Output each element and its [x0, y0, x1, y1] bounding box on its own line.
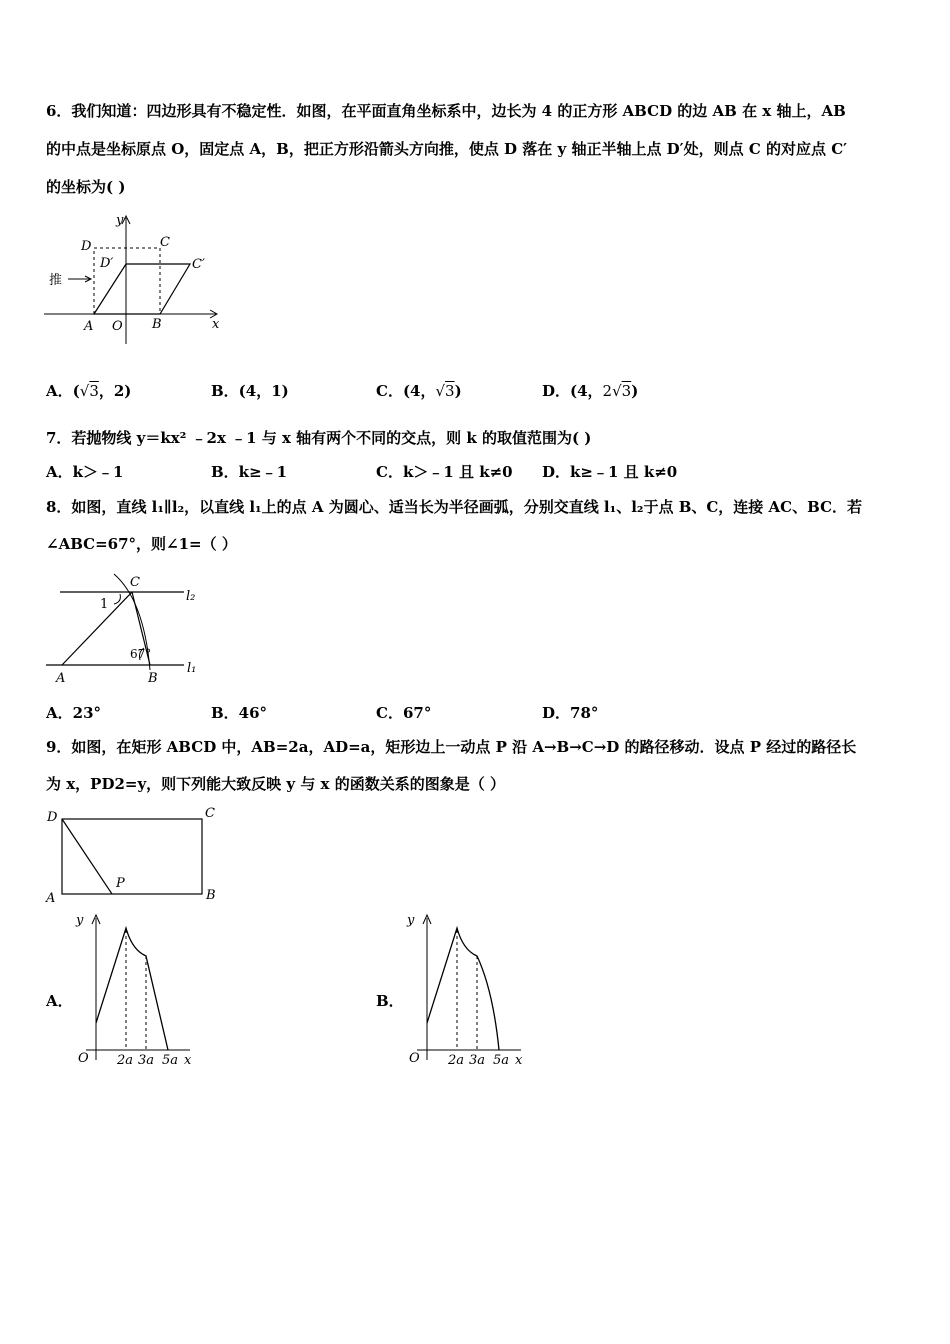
- q9-option-b: B．: [376, 992, 404, 1010]
- q8-label-l2: l₂: [186, 589, 196, 604]
- q6-line-1: 6．我们知道：四边形具有不稳定性．如图，在平面直角坐标系中，边长为 4 的正方形 ABCD 的边 AB 在 x 轴上，AB: [46, 102, 846, 120]
- q8-label-b: B: [148, 671, 158, 686]
- q6-label-y: y: [116, 213, 124, 228]
- q6-label-d: D: [81, 239, 92, 254]
- q9-rectangle-figure: [44, 805, 224, 905]
- q8-option-d: D．78°: [542, 704, 599, 722]
- q6-parallelogram: [94, 264, 190, 314]
- q9-label-a: A: [46, 891, 56, 905]
- q7-option-a: A．k＞﹣1: [46, 463, 124, 481]
- q6-label-c: C: [160, 235, 170, 250]
- q8-line-1: 8．如图，直线 l₁∥l₂，以直线 l₁上的点 A 为圆心、适当长为半径画弧，分别交直线 l₁、l₂于点 B、C，连接 AC、BC．若: [46, 498, 863, 516]
- q8-option-c: C．67°: [376, 704, 432, 722]
- q6-label-x: x: [212, 317, 220, 332]
- svg-text:x: x: [515, 1053, 523, 1068]
- svg-text:O: O: [409, 1051, 420, 1066]
- q7-option-c: C．k＞﹣1 且 k≠0: [376, 463, 513, 481]
- q9-graph-a: [72, 910, 202, 1070]
- q8-segment-ac: [62, 592, 132, 665]
- q7-option-b: B．k≥﹣1: [211, 463, 288, 481]
- svg-text:5a: 5a: [493, 1053, 510, 1068]
- q9-line-2: 为 x，PD2=y，则下列能大致反映 y 与 x 的函数关系的图象是（ ）: [46, 775, 505, 793]
- q7-line-1: 7．若抛物线 y＝kx² ﹣2x ﹣1 与 x 轴有两个不同的交点，则 k 的取值范围为( ): [46, 429, 592, 447]
- q8-option-b: B．46°: [211, 704, 268, 722]
- q8-label-a: A: [56, 671, 66, 686]
- q6-option-d: D．(4，2√3): [542, 382, 639, 400]
- svg-text:5a: 5a: [162, 1053, 179, 1068]
- q8-figure: [44, 570, 214, 688]
- q9-option-a: A．: [46, 992, 73, 1010]
- q6-line-3: 的坐标为( ): [46, 178, 126, 196]
- svg-text:x: x: [184, 1053, 192, 1068]
- q6-label-a: A: [84, 319, 94, 334]
- q6-option-a: A．(√3，2): [46, 382, 132, 400]
- q6-label-b: B: [152, 317, 162, 332]
- svg-text:y: y: [407, 913, 415, 928]
- q8-line-2: ∠ABC=67°，则∠1=（ ）: [46, 535, 237, 553]
- sqrt-symbol: √3: [435, 382, 455, 400]
- q9-label-d: D: [47, 810, 58, 825]
- q8-label-c: C: [130, 575, 140, 590]
- svg-text:2a: 2a: [117, 1053, 134, 1068]
- q9-graph-a-curve: [96, 928, 168, 1050]
- q7-option-d: D．k≥﹣1 且 k≠0: [542, 463, 678, 481]
- svg-text:3a: 3a: [138, 1053, 155, 1068]
- svg-text:O: O: [78, 1051, 89, 1066]
- q8-label-l1: l₁: [187, 661, 197, 676]
- q6-label-dprime: D′: [100, 256, 114, 271]
- q8-label-1: 1: [100, 597, 109, 612]
- svg-text:y: y: [76, 913, 84, 928]
- q9-label-p: P: [116, 876, 125, 891]
- q9-graph-b: [403, 910, 533, 1070]
- q6-option-c: C．(4，√3): [376, 382, 462, 400]
- q9-line-1: 9．如图，在矩形 ABCD 中，AB=2a，AD=a，矩形边上一动点 P 沿 A→B→C→D 的路径移动．设点 P 经过的路径长: [46, 738, 857, 756]
- q6-line-2: 的中点是坐标原点 O，固定点 A，B，把正方形沿箭头方向推，使点 D 落在 y 轴正半轴上点 D′处，则点 C 的对应点 C′: [46, 140, 848, 158]
- q8-option-a: A．23°: [46, 704, 102, 722]
- q8-label-67: 67°: [130, 647, 152, 661]
- sqrt-symbol: 2√3: [602, 382, 632, 400]
- q8-angle-1-mark: [114, 594, 120, 604]
- q6-option-b: B．(4，1): [211, 382, 289, 400]
- sqrt-symbol: √3: [79, 382, 99, 400]
- q6-label-cprime: C′: [192, 257, 205, 272]
- svg-text:3a: 3a: [469, 1053, 486, 1068]
- q9-rectangle: [62, 819, 202, 894]
- q9-graph-b-curve: [427, 928, 499, 1050]
- q6-figure: [44, 210, 234, 350]
- q9-label-b: B: [206, 888, 216, 903]
- svg-text:2a: 2a: [448, 1053, 465, 1068]
- q9-label-c: C: [205, 806, 215, 821]
- q6-label-o: O: [112, 319, 123, 334]
- q9-segment-dp: [62, 819, 112, 894]
- q6-label-push: 推: [49, 273, 63, 288]
